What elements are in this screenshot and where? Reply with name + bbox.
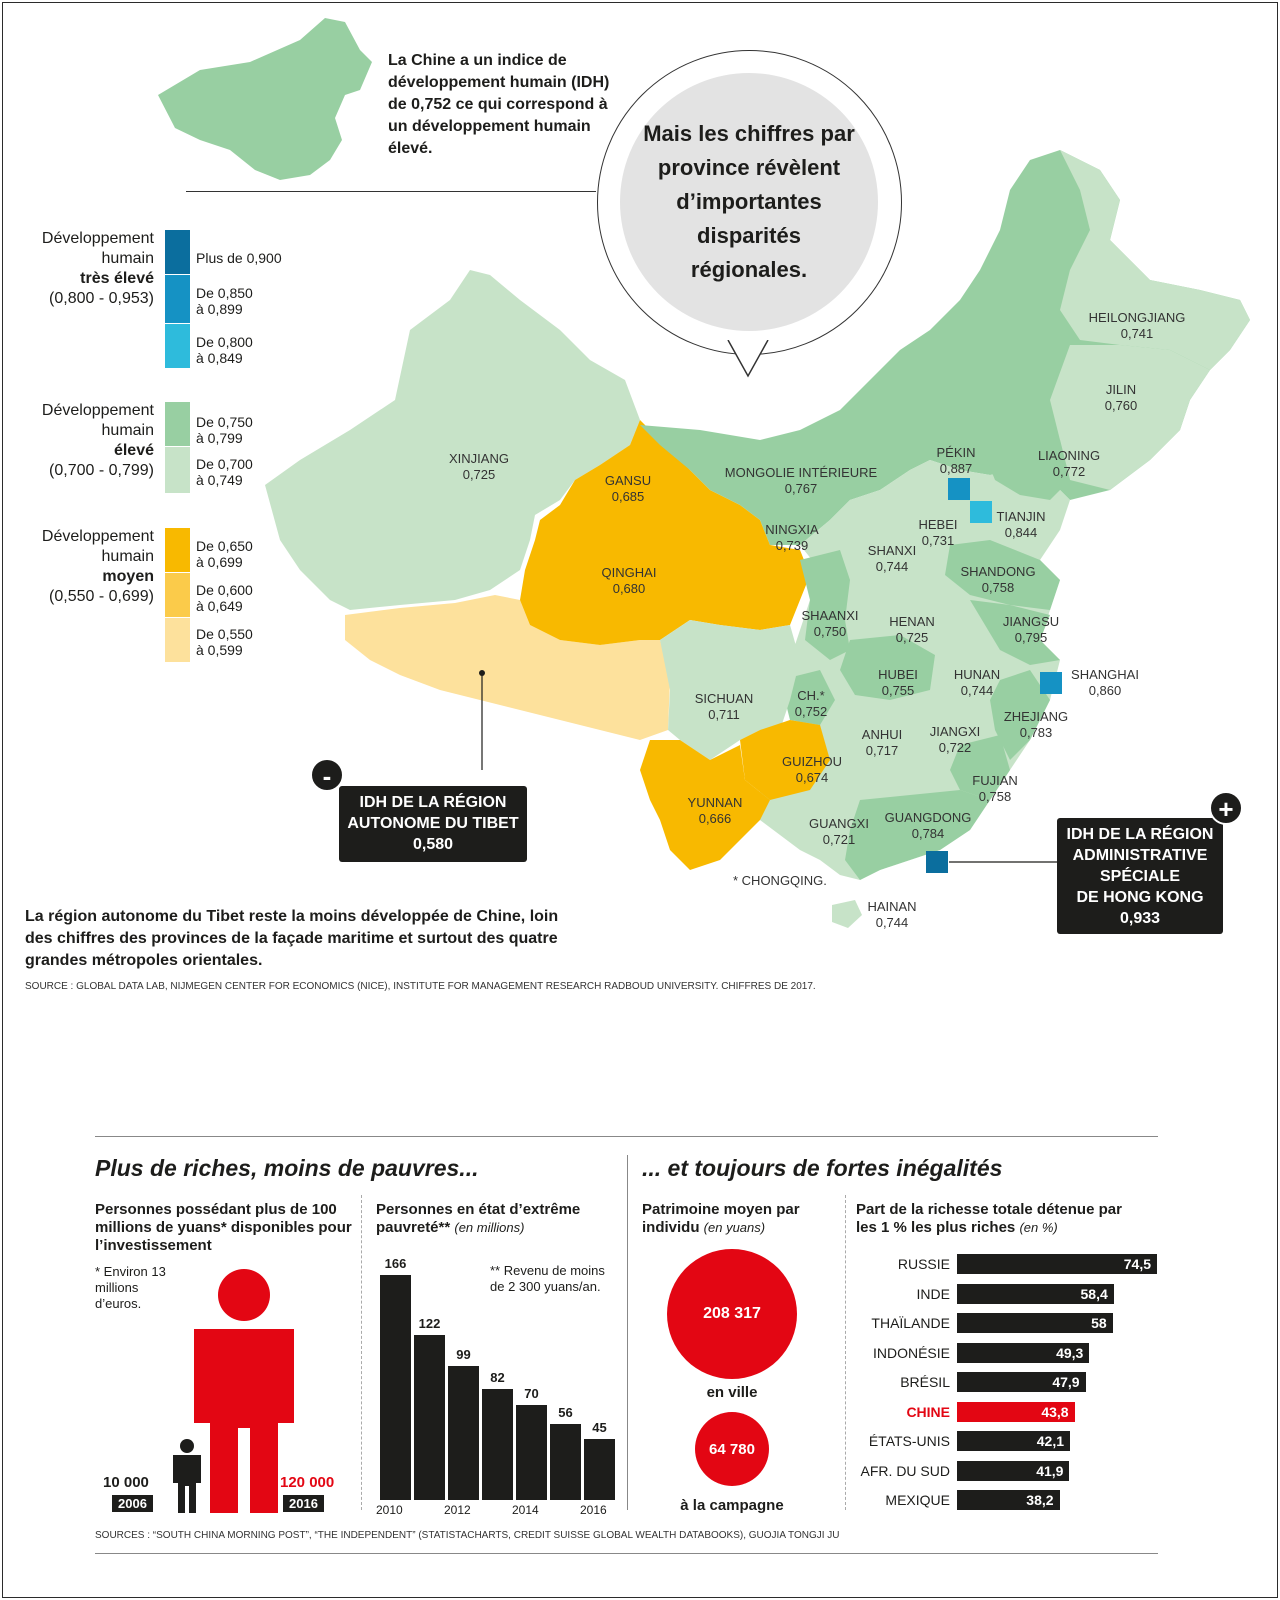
label-guizhou: GUIZHOU 0,674 — [782, 754, 842, 785]
label-jiangxi: JIANGXI 0,722 — [929, 724, 981, 755]
label-yunnan: YUNNAN 0,666 — [687, 795, 743, 826]
legend-swatch — [165, 275, 190, 323]
poverty-bar — [448, 1366, 479, 1500]
top-rule — [95, 1136, 1158, 1137]
legend-group-range: (0,550 - 0,699) — [49, 588, 154, 605]
share-country-label: INDE — [916, 1285, 950, 1302]
tianjin-square — [970, 501, 992, 523]
legend-label: De 0,850 à 0,899 — [196, 285, 253, 317]
poverty-bar-value: 45 — [592, 1420, 607, 1435]
legend-group-range: (0,800 - 0,953) — [49, 290, 154, 307]
hongkong-callout-line: DE HONG KONG — [1076, 889, 1204, 906]
sources-bottom: SOURCES : “SOUTH CHINA MORNING POST”, “THE INDEPENDENT” (STATISTACHARTS, CREDIT SUISSE GLOBAL WEALTH DATABOOKS), GUOJIA TONGJI JU — [95, 1530, 840, 1541]
poverty-bar — [380, 1275, 411, 1500]
shanghai-square — [1040, 672, 1062, 694]
section-divider — [627, 1155, 628, 1510]
tibet-callout-value: 0,580 — [412, 836, 454, 853]
hongkong-callout-line: IDH DE LA RÉGION — [1066, 826, 1214, 843]
poverty-year-tick: 2012 — [444, 1503, 471, 1517]
china-overview-shape — [158, 18, 372, 180]
label-gansu: GANSU 0,685 — [604, 473, 652, 504]
label-zhejiang: ZHEJIANG 0,783 — [1003, 709, 1069, 740]
label-henan: HENAN 0,725 — [889, 614, 935, 645]
legend-swatch — [165, 573, 190, 617]
poverty-bar-value: 82 — [490, 1369, 505, 1385]
legend-group-line2: humain — [101, 422, 154, 439]
label-ningxia: NINGXIA 0,739 — [765, 522, 819, 553]
poverty-bar-value: 122 — [418, 1315, 441, 1331]
rural-wealth-circle: 64 780 — [695, 1412, 769, 1486]
share-subtitle: Part de la richesse totale détenue par les 1 % les plus riches (en %) — [856, 1201, 1122, 1236]
poverty-year-tick: 2016 — [580, 1503, 607, 1517]
share-country-label: AFR. DU SUD — [860, 1462, 950, 1479]
share-bar: 47,9 — [957, 1372, 1086, 1392]
poverty-note: ** Revenu de moins de 2 300 yuans/an. — [490, 1263, 605, 1294]
share-country-label: MEXIQUE — [885, 1492, 950, 1508]
small-person-figure — [170, 1438, 204, 1513]
pekin-square — [948, 478, 970, 500]
legend-group-tres-eleve — [14, 229, 154, 309]
label-anhui: ANHUI 0,717 — [861, 727, 903, 758]
poverty-year-tick: 2014 — [512, 1503, 539, 1517]
value-2006: 10 000 — [103, 1474, 149, 1491]
hongkong-callout-line: ADMINISTRATIVE — [1072, 847, 1208, 864]
left-section-title: Plus de riches, moins de pauvres... — [95, 1155, 479, 1181]
share-country-label: ÉTATS-UNIS — [868, 1433, 950, 1449]
legend-group-line2: humain — [101, 250, 154, 267]
share-bar: 42,1 — [957, 1431, 1070, 1451]
share-bar: 58,4 — [957, 1284, 1114, 1304]
label-sichuan: SICHUAN 0,711 — [694, 691, 754, 722]
legend-swatch — [165, 402, 190, 446]
share-bar: 43,8 — [957, 1402, 1075, 1422]
share-bar: 58 — [957, 1313, 1113, 1333]
label-hubei: HUBEI 0,755 — [878, 667, 918, 698]
legend-group-bold: très élevé — [80, 270, 154, 287]
poverty-year-tick: 2010 — [376, 1503, 403, 1517]
poverty-bar-chart — [376, 1256, 620, 1517]
share-country-label: CHINE — [906, 1403, 950, 1420]
legend-group-line1: Développement — [41, 402, 154, 419]
label-pekin: PÉKIN 0,887 — [936, 445, 976, 476]
region-hainan — [832, 900, 862, 928]
rich-subtitle: Personnes possédant plus de 100 millions de yuans* disponibles pour l’investissement — [95, 1201, 352, 1254]
plus-badge: + — [1209, 791, 1243, 825]
city-wealth-label: en ville — [706, 1384, 758, 1401]
legend-label: Plus de 0,900 — [196, 250, 282, 266]
label-jilin: JILIN 0,760 — [1104, 382, 1138, 413]
poverty-bar — [516, 1405, 547, 1500]
poverty-bar-value: 99 — [456, 1346, 471, 1362]
hongkong-callout-line: SPÉCIALE — [1099, 868, 1180, 885]
rich-note: * Environ 13 millions d’euros. — [95, 1264, 166, 1311]
legend-swatch — [165, 618, 190, 662]
label-jiangsu: JIANGSU 0,795 — [1002, 614, 1060, 645]
label-heilongjiang: HEILONGJIANG 0,741 — [1088, 310, 1186, 341]
poverty-bar — [414, 1335, 445, 1500]
tibet-callout — [339, 786, 527, 862]
intro-text: La Chine a un indice de développement humain (IDH) de 0,752 ce qui correspond à un développement humain élevé. — [388, 52, 610, 157]
chart-divider — [361, 1195, 362, 1510]
legend-label: De 0,700 à 0,749 — [196, 456, 253, 488]
label-xinjiang: XINJIANG 0,725 — [449, 451, 509, 482]
large-person-icon — [218, 1269, 270, 1321]
conclusion-text: La région autonome du Tibet reste la moins développée de Chine, loin des chiffres des provinces de la façade maritime et surtout des quatre grandes métropoles orientales. — [25, 908, 559, 969]
legend-label: De 0,650 à 0,699 — [196, 538, 253, 570]
legend-label: De 0,800 à 0,849 — [196, 334, 253, 366]
rural-wealth-label: à la campagne — [680, 1497, 784, 1514]
label-tianjin: TIANJIN 0,844 — [996, 509, 1046, 540]
bottom-rule — [95, 1553, 1158, 1554]
poverty-bar — [482, 1389, 513, 1500]
label-shanghai: SHANGHAI 0,860 — [1071, 667, 1139, 698]
map-note: * CHONGQING. — [733, 873, 827, 888]
label-hunan: HUNAN 0,744 — [953, 667, 1001, 698]
value-2016: 120 000 — [280, 1474, 335, 1491]
share-country-label: THAÏLANDE — [871, 1315, 950, 1331]
label-shaanxi: SHAANXI 0,750 — [801, 608, 859, 639]
legend-swatch — [165, 230, 190, 274]
poverty-bar — [550, 1424, 581, 1500]
poverty-bar — [584, 1439, 615, 1500]
share-country-label: BRÉSIL — [900, 1374, 950, 1390]
hongkong-callout — [1057, 818, 1223, 934]
source-map: SOURCE : GLOBAL DATA LAB, NIJMEGEN CENTER FOR ECONOMICS (NICE), INSTITUTE FOR MANAGEMENT RESEARCH RADBOUD UNIVERSITY. CHIFFRES DE 2017. — [25, 981, 816, 992]
year-2006-tag: 2006 — [112, 1495, 153, 1512]
year-2016-tag: 2016 — [283, 1495, 324, 1512]
intro-divider — [186, 191, 596, 192]
city-wealth-circle: 208 317 — [667, 1249, 797, 1379]
legend-group-range: (0,700 - 0,799) — [49, 462, 154, 479]
legend-swatch — [165, 528, 190, 572]
label-guangxi: GUANGXI 0,721 — [809, 816, 869, 847]
label-shandong: SHANDONG 0,758 — [960, 564, 1036, 595]
legend-group-moyen — [14, 527, 154, 607]
share-country-label: INDONÉSIE — [872, 1344, 950, 1361]
poverty-subtitle: Personnes en état d’extrême pauvreté** (en millions) — [376, 1201, 581, 1236]
share-country-label: RUSSIE — [897, 1256, 950, 1272]
label-chongqing: CH.* 0,752 — [794, 688, 828, 719]
legend-swatch — [165, 324, 190, 368]
label-liaoning: LIAONING 0,772 — [1037, 448, 1101, 479]
legend-group-eleve — [14, 401, 154, 481]
poverty-bar-value: 56 — [558, 1405, 573, 1421]
poverty-bar-value: 70 — [524, 1386, 539, 1402]
legend-label: De 0,550 à 0,599 — [196, 626, 253, 658]
poverty-bar-value: 166 — [384, 1256, 407, 1271]
minus-badge: - — [310, 758, 344, 792]
legend-label: De 0,750 à 0,799 — [196, 414, 253, 446]
label-shanxi: SHANXI 0,744 — [867, 543, 917, 574]
legend-group-line1: Développement — [41, 230, 154, 247]
speech-bubble-tail — [726, 340, 770, 380]
legend-swatch — [165, 447, 190, 493]
legend-group-bold: moyen — [102, 568, 154, 585]
legend-group-line2: humain — [101, 548, 154, 565]
tibet-callout-line: AUTONOME DU TIBET — [347, 815, 519, 832]
share-bar: 74,5 — [957, 1254, 1157, 1274]
label-mongolie: MONGOLIE INTÉRIEURE 0,767 — [724, 465, 878, 496]
legend-group-line1: Développement — [41, 528, 154, 545]
large-person-body — [194, 1329, 294, 1513]
hongkong-callout-value: 0,933 — [1119, 910, 1161, 927]
label-guangdong: GUANGDONG 0,784 — [884, 810, 972, 841]
hongkong-square — [926, 851, 948, 873]
label-hainan: HAINAN 0,744 — [867, 899, 917, 930]
chart-divider — [845, 1195, 846, 1510]
share-bar: 41,9 — [957, 1461, 1069, 1481]
label-qinghai: QINGHAI 0,680 — [601, 565, 657, 596]
bubble-text: Mais les chiffres par province révèlent d’importantes disparités régionales. — [620, 73, 878, 331]
label-fujian: FUJIAN 0,758 — [972, 773, 1018, 804]
label-hebei: HEBEI 0,731 — [918, 517, 958, 548]
legend-group-bold: élevé — [113, 442, 154, 459]
wealth-subtitle: Patrimoine moyen par individu (en yuans) — [642, 1201, 800, 1236]
share-bar: 49,3 — [957, 1343, 1089, 1363]
share-bar: 38,2 — [957, 1490, 1060, 1510]
legend-label: De 0,600 à 0,649 — [196, 582, 253, 614]
tibet-callout-line: IDH DE LA RÉGION — [359, 794, 507, 811]
right-section-title: ... et toujours de fortes inégalités — [642, 1155, 1003, 1181]
